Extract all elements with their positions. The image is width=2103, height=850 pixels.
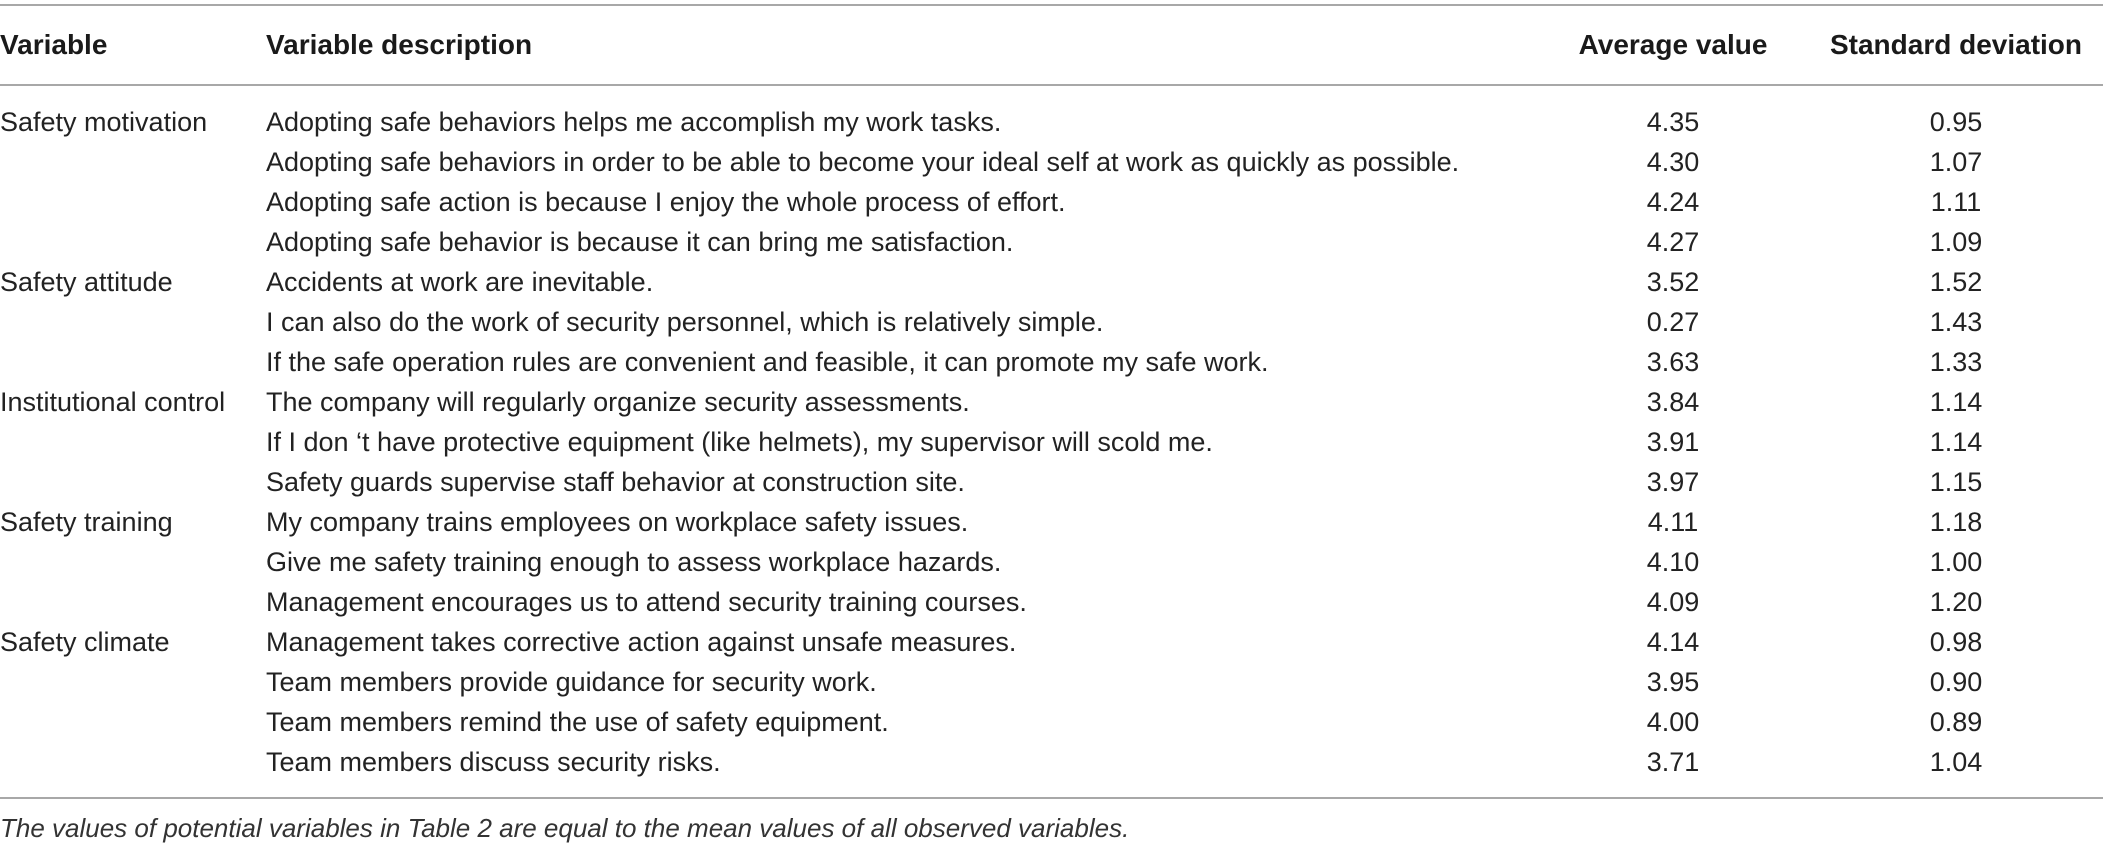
cell-description: Team members discuss security risks.	[266, 747, 721, 777]
cell-variable	[0, 222, 266, 262]
cell-description: Adopting safe behavior is because it can bring me satisfaction.	[266, 227, 1014, 257]
cell-variable	[0, 662, 266, 702]
cell-standard-deviation: 1.15	[1929, 467, 1983, 497]
cell-description: Give me safety training enough to assess workplace hazards.	[266, 547, 1002, 577]
cell-average-value: 3.63	[1646, 347, 1700, 377]
cell-average-value: 4.27	[1646, 227, 1700, 257]
cell-standard-deviation: 1.07	[1929, 147, 1983, 177]
cell-standard-deviation: 1.20	[1929, 587, 1983, 617]
table-row	[0, 142, 2103, 182]
cell-variable: Safety climate	[0, 627, 170, 657]
cell-variable: Safety motivation	[0, 107, 208, 137]
cell-standard-deviation: 1.43	[1929, 307, 1983, 337]
table-row	[0, 382, 2103, 422]
header-standard-deviation: Standard deviation	[1829, 29, 2083, 60]
cell-description: Adopting safe action is because I enjoy the whole process of effort.	[266, 187, 1066, 217]
cell-description: Team members remind the use of safety equipment.	[266, 707, 889, 737]
cell-average-value: 3.97	[1646, 467, 1700, 497]
cell-average-value: 4.14	[1646, 627, 1700, 657]
table-row	[0, 302, 2103, 342]
cell-description: If I don ‘t have protective equipment (like helmets), my supervisor will scold me.	[266, 427, 1213, 457]
cell-description: I can also do the work of security personnel, which is relatively simple.	[266, 307, 1104, 337]
cell-average-value: 4.11	[1647, 507, 1699, 537]
table-row	[0, 662, 2103, 702]
cell-standard-deviation: 0.98	[1929, 627, 1983, 657]
table-row	[0, 422, 2103, 462]
cell-standard-deviation: 0.95	[1929, 107, 1983, 137]
cell-description: Adopting safe behaviors helps me accomplish my work tasks.	[266, 107, 1002, 137]
cell-variable: Institutional control	[0, 387, 226, 417]
cell-average-value: 0.27	[1646, 307, 1700, 337]
table-row	[0, 582, 2103, 622]
table-row	[0, 222, 2103, 262]
table-row	[0, 462, 2103, 502]
cell-standard-deviation: 1.18	[1929, 507, 1983, 537]
table-row	[0, 182, 2103, 222]
table-row	[0, 262, 2103, 302]
header-variable-description: Variable description	[266, 29, 533, 60]
cell-variable	[0, 182, 266, 222]
cell-variable: Safety attitude	[0, 267, 173, 297]
cell-variable	[0, 302, 266, 342]
table-row	[0, 702, 2103, 742]
cell-variable: Safety training	[0, 507, 173, 537]
cell-average-value: 3.71	[1646, 747, 1700, 777]
cell-variable	[0, 742, 266, 782]
cell-variable	[0, 582, 266, 622]
cell-description: If the safe operation rules are convenient and feasible, it can promote my safe work.	[266, 347, 1269, 377]
cell-description: Management encourages us to attend security training courses.	[266, 587, 1027, 617]
cell-average-value: 3.52	[1646, 267, 1700, 297]
cell-standard-deviation: 1.00	[1929, 547, 1983, 577]
cell-description: Accidents at work are inevitable.	[266, 267, 654, 297]
cell-description: The company will regularly organize security assessments.	[266, 387, 970, 417]
cell-description: Team members provide guidance for security work.	[266, 667, 877, 697]
cell-variable	[0, 142, 266, 182]
cell-standard-deviation: 1.11	[1930, 187, 1982, 217]
cell-variable	[0, 702, 266, 742]
table-row	[0, 742, 2103, 782]
table-body	[0, 86, 2103, 782]
cell-standard-deviation: 1.14	[1929, 387, 1983, 417]
cell-standard-deviation: 1.33	[1929, 347, 1983, 377]
cell-average-value: 3.84	[1646, 387, 1700, 417]
cell-average-value: 4.30	[1646, 147, 1700, 177]
table-footnote: The values of potential variables in Table 2 are equal to the mean values of all observed variables.	[0, 813, 1130, 843]
cell-standard-deviation: 1.52	[1929, 267, 1983, 297]
cell-average-value: 3.95	[1646, 667, 1700, 697]
table-row	[0, 622, 2103, 662]
header-average-value: Average value	[1578, 29, 1768, 60]
cell-average-value: 4.09	[1646, 587, 1700, 617]
cell-description: Management takes corrective action against unsafe measures.	[266, 627, 1017, 657]
table-row	[0, 542, 2103, 582]
cell-standard-deviation: 1.14	[1929, 427, 1983, 457]
header-variable: Variable	[0, 29, 108, 60]
cell-standard-deviation: 1.04	[1929, 747, 1983, 777]
cell-average-value: 4.35	[1646, 107, 1700, 137]
cell-standard-deviation: 1.09	[1929, 227, 1983, 257]
table-row	[0, 342, 2103, 382]
cell-variable	[0, 422, 266, 462]
cell-variable	[0, 542, 266, 582]
table-bottom-rule	[0, 797, 2103, 799]
cell-average-value: 4.24	[1646, 187, 1700, 217]
cell-standard-deviation: 0.89	[1929, 707, 1983, 737]
table-header-row	[0, 0, 2103, 86]
cell-variable	[0, 462, 266, 502]
cell-description: Adopting safe behaviors in order to be able to become your ideal self at work as quickly as possible.	[266, 147, 1460, 177]
cell-variable	[0, 342, 266, 382]
cell-description: My company trains employees on workplace safety issues.	[266, 507, 969, 537]
cell-average-value: 4.00	[1646, 707, 1700, 737]
cell-standard-deviation: 0.90	[1929, 667, 1983, 697]
table-row	[0, 502, 2103, 542]
cell-description: Safety guards supervise staff behavior at construction site.	[266, 467, 965, 497]
cell-average-value: 4.10	[1646, 547, 1700, 577]
table-row	[0, 86, 2103, 142]
cell-average-value: 3.91	[1646, 427, 1700, 457]
